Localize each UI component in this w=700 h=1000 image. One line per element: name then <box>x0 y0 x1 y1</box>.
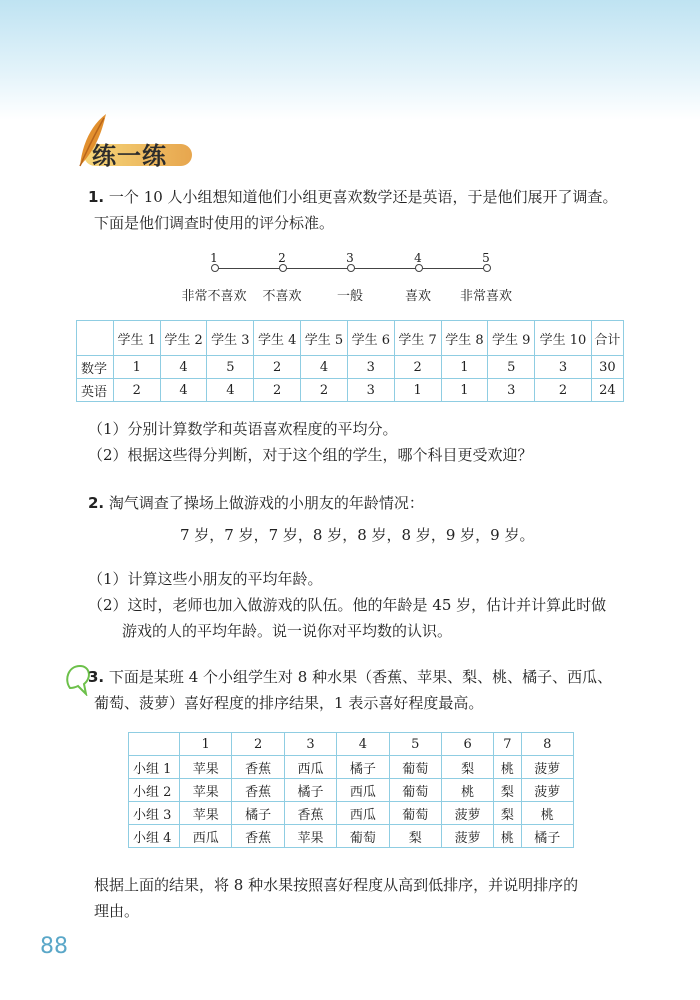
q2-sub2a: （2）这时，老师也加入做游戏的队伍。他的年龄是 45 岁，估计并计算此时做 <box>88 596 607 614</box>
q3-line1 <box>88 664 612 690</box>
table-cell: 菠萝 <box>441 802 493 825</box>
table-cell: 2 <box>254 356 301 379</box>
table-cell: 数学 <box>77 356 114 379</box>
table-cell: 桃 <box>441 779 493 802</box>
table-row <box>77 356 624 379</box>
table-cell: 学生 7 <box>394 321 441 356</box>
scale-label: 不喜欢 <box>262 289 302 304</box>
table-cell: 西瓜 <box>337 802 389 825</box>
q3-line3: 根据上面的结果，将 8 种水果按照喜好程度从高到低排序，并说明排序的 <box>94 876 579 894</box>
table-cell: 2 <box>113 379 160 402</box>
table-cell: 24 <box>591 379 623 402</box>
table-cell: 梨 <box>389 825 441 848</box>
q1-line2: 下面是他们调查时使用的评分标准。 <box>94 214 335 232</box>
table-cell: 学生 1 <box>113 321 160 356</box>
table-cell: 学生 4 <box>254 321 301 356</box>
table-cell: 香蕉 <box>232 825 284 848</box>
page-number: 88 <box>40 934 68 959</box>
table-cell: 梨 <box>494 779 521 802</box>
q2-sub2b: 游戏的人的平均年龄。说一说你对平均数的认识。 <box>122 622 453 640</box>
table-cell: 学生 10 <box>535 321 592 356</box>
table-row <box>129 825 574 848</box>
q3-text1: 下面是某班 4 个小组学生对 8 种水果（香蕉、苹果、梨、桃、橘子、西瓜、 <box>108 668 613 686</box>
table-row <box>129 802 574 825</box>
table-cell: 桃 <box>494 825 521 848</box>
table-cell: 学生 5 <box>301 321 348 356</box>
table-cell: 桃 <box>521 802 573 825</box>
table-cell: 4 <box>160 356 207 379</box>
table-cell: 西瓜 <box>180 825 232 848</box>
table-cell: 英语 <box>77 379 114 402</box>
table-cell: 小组 3 <box>129 802 180 825</box>
table-cell: 葡萄 <box>389 802 441 825</box>
table-cell: 西瓜 <box>337 779 389 802</box>
header-band <box>0 0 700 120</box>
table-cell: 苹果 <box>180 756 232 779</box>
table-cell: 2 <box>301 379 348 402</box>
table-cell: 5 <box>488 356 535 379</box>
table-cell: 小组 4 <box>129 825 180 848</box>
table-cell: 1 <box>180 733 232 756</box>
table-row <box>129 779 574 802</box>
q2-text1: 淘气调查了操场上做游戏的小朋友的年龄情况： <box>108 494 424 512</box>
table-cell: 橘子 <box>284 779 336 802</box>
fruit-ranking-table <box>128 732 574 848</box>
q3-number: 3. <box>88 668 105 686</box>
table-cell: 菠萝 <box>521 779 573 802</box>
table-cell: 西瓜 <box>284 756 336 779</box>
table-cell: 3 <box>347 356 394 379</box>
table-cell: 2 <box>394 356 441 379</box>
table-cell: 香蕉 <box>232 779 284 802</box>
table-cell: 苹果 <box>180 779 232 802</box>
table-cell: 3 <box>535 356 592 379</box>
q1-sub1: （1）分别计算数学和英语喜欢程度的平均分。 <box>88 420 398 438</box>
table-cell: 4 <box>337 733 389 756</box>
table-cell: 30 <box>591 356 623 379</box>
table-cell: 1 <box>441 379 488 402</box>
scale-label: 非常喜欢 <box>459 289 512 304</box>
table-cell: 1 <box>441 356 488 379</box>
table-cell: 菠萝 <box>521 756 573 779</box>
table-cell: 7 <box>494 733 521 756</box>
table-cell: 4 <box>301 356 348 379</box>
table-cell: 4 <box>207 379 254 402</box>
table-cell: 小组 1 <box>129 756 180 779</box>
table-cell: 1 <box>113 356 160 379</box>
table-cell: 橘子 <box>232 802 284 825</box>
table-cell: 小组 2 <box>129 779 180 802</box>
table-row <box>129 756 574 779</box>
table-cell: 学生 3 <box>207 321 254 356</box>
table-cell: 8 <box>521 733 573 756</box>
table-cell: 合计 <box>591 321 623 356</box>
table-cell: 香蕉 <box>232 756 284 779</box>
rating-scale: 1 非常不喜欢 2 不喜欢 3 一般 4 喜欢 5 非常喜欢 <box>175 248 535 298</box>
scale-label: 一般 <box>336 289 363 304</box>
q1-text1: 一个 10 人小组想知道他们小组更喜欢数学还是英语，于是他们展开了调查。 <box>108 188 618 206</box>
table-cell: 苹果 <box>180 802 232 825</box>
table-cell: 梨 <box>441 756 493 779</box>
table-cell: 橘子 <box>337 756 389 779</box>
score-table <box>76 320 624 402</box>
table-cell: 3 <box>488 379 535 402</box>
q3-line2: 葡萄、菠萝）喜好程度的排序结果，1 表示喜好程度最高。 <box>94 694 484 712</box>
q2-sub1: （1）计算这些小朋友的平均年龄。 <box>88 570 323 588</box>
q1-number: 1. <box>88 188 105 206</box>
table-cell: 1 <box>394 379 441 402</box>
table-cell: 橘子 <box>521 825 573 848</box>
table-cell: 5 <box>389 733 441 756</box>
table-cell: 香蕉 <box>284 802 336 825</box>
scale-label: 非常不喜欢 <box>181 289 247 304</box>
section-badge <box>72 112 202 172</box>
q1-sub2: （2）根据这些得分判断，对于这个组的学生，哪个科目更受欢迎？ <box>88 446 533 464</box>
table-cell: 葡萄 <box>389 756 441 779</box>
section-title: 练一练 <box>92 142 167 170</box>
table-cell: 4 <box>160 379 207 402</box>
q1-line1 <box>88 184 618 210</box>
table-cell <box>77 321 114 356</box>
table-cell: 6 <box>441 733 493 756</box>
table-cell: 学生 8 <box>441 321 488 356</box>
table-cell: 学生 6 <box>347 321 394 356</box>
table-header-row <box>77 321 624 356</box>
q2-ages: 7 岁，7 岁，7 岁，8 岁，8 岁，8 岁，9 岁，9 岁。 <box>180 526 535 544</box>
table-cell: 学生 2 <box>160 321 207 356</box>
table-row <box>77 379 624 402</box>
q3-line4: 理由。 <box>94 902 140 920</box>
table-cell: 2 <box>535 379 592 402</box>
table-cell: 梨 <box>494 802 521 825</box>
table-cell: 苹果 <box>284 825 336 848</box>
q2-number: 2. <box>88 494 105 512</box>
table-cell: 葡萄 <box>389 779 441 802</box>
table-cell: 葡萄 <box>337 825 389 848</box>
table-cell: 2 <box>254 379 301 402</box>
table-cell: 5 <box>207 356 254 379</box>
table-cell: 2 <box>232 733 284 756</box>
table-cell: 桃 <box>494 756 521 779</box>
table-cell: 3 <box>347 379 394 402</box>
q2-line1 <box>88 490 424 516</box>
table-header-row <box>129 733 574 756</box>
table-cell <box>129 733 180 756</box>
table-cell: 菠萝 <box>441 825 493 848</box>
table-cell: 学生 9 <box>488 321 535 356</box>
table-cell: 3 <box>284 733 336 756</box>
scale-label: 喜欢 <box>404 289 431 304</box>
